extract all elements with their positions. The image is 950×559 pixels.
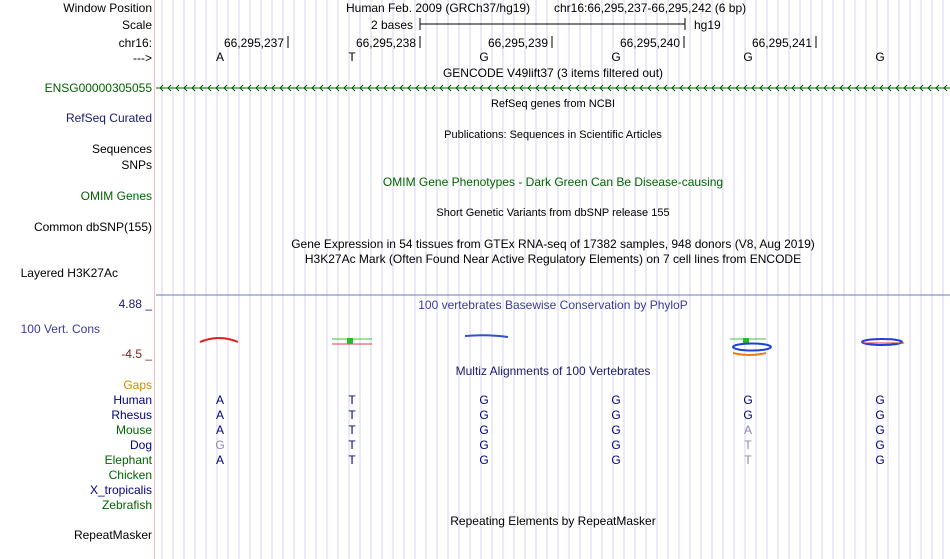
position-tick-label: 66,295,238: [355, 36, 416, 50]
scale-db: hg19: [694, 18, 721, 32]
position-readout: chr16:66,295,237-66,295,242 (6 bp): [554, 1, 747, 15]
alignment-base: G: [611, 438, 621, 452]
dbsnp-track-title[interactable]: Short Genetic Variants from dbSNP release 155: [436, 207, 670, 219]
alignment-base: G: [875, 453, 885, 467]
species-label-dog[interactable]: Dog: [129, 438, 152, 452]
alignment-base: G: [875, 393, 885, 407]
omim-track-title[interactable]: OMIM Gene Phenotypes - Dark Green Can Be Disease-causing: [382, 175, 724, 189]
position-tick-label: 66,295,241: [751, 36, 812, 50]
alignment-base: G: [479, 423, 489, 437]
species-label-rhesus[interactable]: Rhesus: [111, 408, 152, 422]
refseq-track-title[interactable]: RefSeq genes from NCBI: [490, 98, 616, 110]
alignment-base: G: [875, 438, 885, 452]
phylop-track-title[interactable]: 100 vertebrates Basewise Conservation by PhyloP: [418, 298, 688, 312]
h3k27ac-track-title[interactable]: H3K27Ac Mark (Often Found Near Active Regulatory Elements) on 7 cell lines from ENCODE: [304, 252, 802, 266]
assembly-title: Human Feb. 2009 (GRCh37/hg19): [346, 1, 531, 15]
position-tick-label: 66,295,237: [223, 36, 284, 50]
cons-glyph-6: [862, 339, 902, 345]
alignment-base: G: [215, 438, 225, 452]
strand-arrow-label[interactable]: --->: [133, 51, 152, 65]
window-position-label: Window Position: [63, 1, 152, 15]
alignment-base: G: [875, 408, 885, 422]
species-label-elephant[interactable]: Elephant: [104, 453, 152, 467]
alignment-base: A: [215, 453, 224, 467]
alignment-base: A: [215, 393, 224, 407]
cons-glyph-2-mark: [347, 338, 353, 344]
species-label-human[interactable]: Human: [113, 393, 152, 407]
alignment-base: T: [744, 438, 752, 452]
cons-max-label: 4.88 _: [118, 297, 152, 311]
species-label-mouse[interactable]: Mouse: [115, 423, 152, 437]
species-label-x_tropicalis[interactable]: X_tropicalis: [89, 483, 152, 497]
alignment-base: A: [215, 408, 224, 422]
gencode-track-title[interactable]: GENCODE V49lift37 (3 items filtered out): [442, 66, 664, 80]
reference-base: G: [611, 50, 621, 64]
scale-label: Scale: [121, 18, 152, 32]
dbsnp-label[interactable]: Common dbSNP(155): [33, 220, 152, 234]
cons-glyph-5-ellipse: [733, 344, 771, 351]
repeatmasker-track-title[interactable]: Repeating Elements by RepeatMasker: [450, 514, 656, 528]
alignment-base: A: [743, 423, 752, 437]
alignment-base: T: [348, 408, 356, 422]
h3k27ac-label[interactable]: Layered H3K27Ac: [20, 266, 118, 280]
gaps-label[interactable]: Gaps: [123, 378, 152, 392]
position-tick-label: 66,295,239: [487, 36, 548, 50]
alignment-base: G: [479, 393, 489, 407]
alignment-base: T: [348, 453, 356, 467]
alignment-base: G: [743, 393, 753, 407]
chrom-label: chr16:: [118, 36, 152, 50]
gtex-track-title[interactable]: Gene Expression in 54 tissues from GTEx RNA-seq of 17382 samples, 948 donors (V8, Aug 2019): [291, 237, 815, 251]
multiz-track-title[interactable]: Multiz Alignments of 100 Vertebrates: [455, 364, 651, 378]
alignment-base: G: [611, 393, 621, 407]
publications-track-title[interactable]: Publications: Sequences in Scientific Articles: [444, 129, 662, 141]
scale-text: 2 bases: [371, 18, 414, 32]
alignment-base: G: [743, 408, 753, 422]
alignment-base: T: [348, 393, 356, 407]
cons-min-label: -4.5 _: [121, 347, 152, 361]
reference-base: T: [348, 50, 356, 64]
alignment-base: G: [611, 423, 621, 437]
reference-base: G: [479, 50, 489, 64]
alignment-base: A: [215, 423, 224, 437]
reference-base: A: [215, 50, 224, 64]
repeatmasker-label[interactable]: RepeatMasker: [73, 528, 152, 542]
position-tick-label: 66,295,240: [619, 36, 680, 50]
refseq-curated-label[interactable]: RefSeq Curated: [65, 111, 152, 125]
alignment-base: T: [348, 438, 356, 452]
alignment-base: T: [744, 453, 752, 467]
ensg-gene-label[interactable]: ENSG00000305055: [44, 81, 152, 95]
alignment-base: G: [875, 423, 885, 437]
reference-base: G: [875, 50, 885, 64]
cons-glyph-5-lower: [733, 353, 766, 355]
alignment-base: G: [479, 438, 489, 452]
snps-label[interactable]: SNPs: [121, 158, 152, 172]
alignment-base: G: [611, 453, 621, 467]
omim-genes-label[interactable]: OMIM Genes: [80, 189, 152, 203]
alignment-base: T: [348, 423, 356, 437]
species-label-zebrafish[interactable]: Zebrafish: [101, 498, 152, 512]
cons-glyph-3: [465, 335, 508, 337]
sequences-label[interactable]: Sequences: [91, 142, 152, 156]
alignment-base: G: [479, 408, 489, 422]
label-divider: [154, 0, 155, 559]
vert-cons-label[interactable]: 100 Vert. Cons: [20, 322, 100, 336]
species-label-chicken[interactable]: Chicken: [108, 468, 152, 482]
reference-base: G: [743, 50, 753, 64]
alignment-base: G: [611, 408, 621, 422]
alignment-base: G: [479, 453, 489, 467]
